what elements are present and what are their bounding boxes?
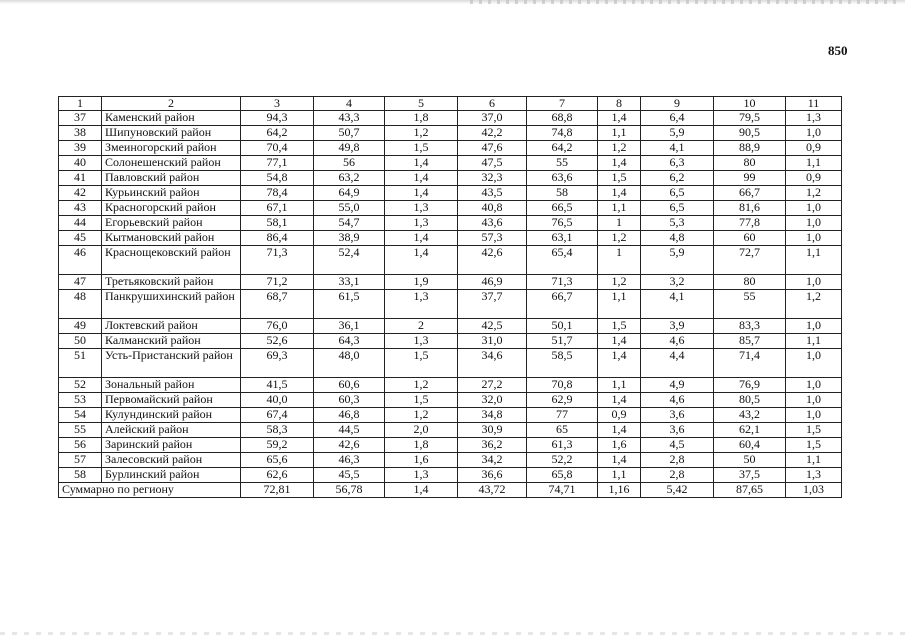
value-cell: 1,5 xyxy=(786,423,842,438)
value-cell: 65,4 xyxy=(527,246,598,275)
value-cell: 54,8 xyxy=(241,171,314,186)
value-cell: 2 xyxy=(385,319,458,334)
value-cell: 60 xyxy=(714,231,786,246)
value-cell: 30,9 xyxy=(458,423,527,438)
district-name-cell: Бурлинский район xyxy=(102,468,241,483)
district-name-cell: Усть-Пристанский район xyxy=(102,349,241,378)
value-cell: 90,5 xyxy=(714,126,786,141)
row-number-cell: 52 xyxy=(59,378,102,393)
value-cell: 1,4 xyxy=(598,334,641,349)
value-cell: 4,1 xyxy=(641,290,714,319)
value-cell: 85,7 xyxy=(714,334,786,349)
table-row xyxy=(59,378,842,393)
value-cell: 41,5 xyxy=(241,378,314,393)
value-cell: 40,0 xyxy=(241,393,314,408)
value-cell: 64,2 xyxy=(527,141,598,156)
district-name-cell: Алейский район xyxy=(102,423,241,438)
value-cell: 33,1 xyxy=(314,275,385,290)
header-cell: 4 xyxy=(314,97,385,111)
table-row xyxy=(59,171,842,186)
value-cell: 1,3 xyxy=(786,111,842,126)
total-value-cell: 87,65 xyxy=(714,483,786,498)
value-cell: 78,4 xyxy=(241,186,314,201)
value-cell: 76,0 xyxy=(241,319,314,334)
value-cell: 61,3 xyxy=(527,438,598,453)
value-cell: 47,6 xyxy=(458,141,527,156)
row-number-cell: 39 xyxy=(59,141,102,156)
value-cell: 64,9 xyxy=(314,186,385,201)
value-cell: 1,2 xyxy=(786,290,842,319)
row-number-cell: 41 xyxy=(59,171,102,186)
row-number-cell: 45 xyxy=(59,231,102,246)
value-cell: 1,6 xyxy=(598,438,641,453)
value-cell: 4,9 xyxy=(641,378,714,393)
value-cell: 50,7 xyxy=(314,126,385,141)
value-cell: 6,2 xyxy=(641,171,714,186)
value-cell: 46,3 xyxy=(314,453,385,468)
value-cell: 49,8 xyxy=(314,141,385,156)
value-cell: 1,1 xyxy=(786,246,842,275)
value-cell: 68,8 xyxy=(527,111,598,126)
value-cell: 3,6 xyxy=(641,423,714,438)
district-name-cell: Краснощековский район xyxy=(102,246,241,275)
row-number-cell: 43 xyxy=(59,201,102,216)
value-cell: 62,6 xyxy=(241,468,314,483)
total-row xyxy=(59,483,842,498)
district-name-cell: Панкрушихинский район xyxy=(102,290,241,319)
value-cell: 1,0 xyxy=(786,275,842,290)
value-cell: 27,2 xyxy=(458,378,527,393)
value-cell: 70,8 xyxy=(527,378,598,393)
value-cell: 4,4 xyxy=(641,349,714,378)
value-cell: 6,3 xyxy=(641,156,714,171)
table-row xyxy=(59,334,842,349)
value-cell: 52,4 xyxy=(314,246,385,275)
value-cell: 66,5 xyxy=(527,201,598,216)
scan-top-artifact xyxy=(470,0,900,4)
scan-bottom-artifact xyxy=(0,632,905,635)
value-cell: 62,1 xyxy=(714,423,786,438)
value-cell: 1,4 xyxy=(598,156,641,171)
value-cell: 86,4 xyxy=(241,231,314,246)
value-cell: 47,5 xyxy=(458,156,527,171)
value-cell: 76,9 xyxy=(714,378,786,393)
value-cell: 37,7 xyxy=(458,290,527,319)
value-cell: 1,6 xyxy=(385,453,458,468)
value-cell: 64,3 xyxy=(314,334,385,349)
value-cell: 1,9 xyxy=(385,275,458,290)
header-cell: 10 xyxy=(714,97,786,111)
value-cell: 1,3 xyxy=(385,216,458,231)
value-cell: 1,1 xyxy=(786,453,842,468)
value-cell: 1,1 xyxy=(598,468,641,483)
district-name-cell: Шипуновский район xyxy=(102,126,241,141)
value-cell: 1,1 xyxy=(598,378,641,393)
value-cell: 63,6 xyxy=(527,171,598,186)
value-cell: 1,4 xyxy=(598,453,641,468)
value-cell: 42,6 xyxy=(458,246,527,275)
table-row xyxy=(59,275,842,290)
value-cell: 1,4 xyxy=(598,186,641,201)
value-cell: 52,2 xyxy=(527,453,598,468)
value-cell: 43,2 xyxy=(714,408,786,423)
row-number-cell: 47 xyxy=(59,275,102,290)
value-cell: 63,2 xyxy=(314,171,385,186)
value-cell: 60,3 xyxy=(314,393,385,408)
value-cell: 42,2 xyxy=(458,126,527,141)
table-row xyxy=(59,111,842,126)
value-cell: 43,5 xyxy=(458,186,527,201)
value-cell: 36,6 xyxy=(458,468,527,483)
value-cell: 1,2 xyxy=(598,275,641,290)
value-cell: 94,3 xyxy=(241,111,314,126)
row-number-cell: 37 xyxy=(59,111,102,126)
total-value-cell: 56,78 xyxy=(314,483,385,498)
value-cell: 56 xyxy=(314,156,385,171)
value-cell: 4,8 xyxy=(641,231,714,246)
value-cell: 57,3 xyxy=(458,231,527,246)
value-cell: 1,2 xyxy=(786,186,842,201)
value-cell: 36,2 xyxy=(458,438,527,453)
table-row xyxy=(59,126,842,141)
value-cell: 3,9 xyxy=(641,319,714,334)
row-number-cell: 38 xyxy=(59,126,102,141)
value-cell: 1,4 xyxy=(385,171,458,186)
value-cell: 76,5 xyxy=(527,216,598,231)
value-cell: 34,8 xyxy=(458,408,527,423)
value-cell: 1,5 xyxy=(385,349,458,378)
value-cell: 1,0 xyxy=(786,216,842,231)
value-cell: 68,7 xyxy=(241,290,314,319)
value-cell: 1,4 xyxy=(385,231,458,246)
value-cell: 77,1 xyxy=(241,156,314,171)
value-cell: 43,6 xyxy=(458,216,527,231)
value-cell: 3,6 xyxy=(641,408,714,423)
district-name-cell: Локтевский район xyxy=(102,319,241,334)
total-value-cell: 1,03 xyxy=(786,483,842,498)
district-name-cell: Кулундинский район xyxy=(102,408,241,423)
value-cell: 48,0 xyxy=(314,349,385,378)
total-value-cell: 43,72 xyxy=(458,483,527,498)
value-cell: 80 xyxy=(714,156,786,171)
total-value-cell: 1,4 xyxy=(385,483,458,498)
district-name-cell: Калманский район xyxy=(102,334,241,349)
value-cell: 55 xyxy=(527,156,598,171)
value-cell: 5,3 xyxy=(641,216,714,231)
value-cell: 1,3 xyxy=(385,201,458,216)
value-cell: 65 xyxy=(527,423,598,438)
value-cell: 1,1 xyxy=(598,290,641,319)
value-cell: 81,6 xyxy=(714,201,786,216)
value-cell: 1,5 xyxy=(598,319,641,334)
value-cell: 1,1 xyxy=(598,201,641,216)
row-number-cell: 58 xyxy=(59,468,102,483)
table-row xyxy=(59,319,842,334)
row-number-cell: 46 xyxy=(59,246,102,275)
value-cell: 54,7 xyxy=(314,216,385,231)
value-cell: 1,0 xyxy=(786,126,842,141)
total-value-cell: 5,42 xyxy=(641,483,714,498)
row-number-cell: 57 xyxy=(59,453,102,468)
value-cell: 4,6 xyxy=(641,393,714,408)
row-number-cell: 44 xyxy=(59,216,102,231)
value-cell: 72,7 xyxy=(714,246,786,275)
table-row xyxy=(59,393,842,408)
value-cell: 66,7 xyxy=(527,290,598,319)
table-row xyxy=(59,349,842,378)
value-cell: 42,5 xyxy=(458,319,527,334)
value-cell: 3,2 xyxy=(641,275,714,290)
value-cell: 1,3 xyxy=(385,290,458,319)
value-cell: 1,3 xyxy=(385,468,458,483)
header-cell: 11 xyxy=(786,97,842,111)
value-cell: 58 xyxy=(527,186,598,201)
value-cell: 6,4 xyxy=(641,111,714,126)
value-cell: 1,1 xyxy=(598,126,641,141)
district-name-cell: Зональный район xyxy=(102,378,241,393)
value-cell: 1,5 xyxy=(385,141,458,156)
value-cell: 62,9 xyxy=(527,393,598,408)
value-cell: 46,8 xyxy=(314,408,385,423)
row-number-cell: 56 xyxy=(59,438,102,453)
value-cell: 6,5 xyxy=(641,201,714,216)
value-cell: 32,0 xyxy=(458,393,527,408)
value-cell: 37,0 xyxy=(458,111,527,126)
header-cell: 5 xyxy=(385,97,458,111)
value-cell: 1,0 xyxy=(786,408,842,423)
value-cell: 1,2 xyxy=(385,408,458,423)
table-row xyxy=(59,246,842,275)
value-cell: 4,5 xyxy=(641,438,714,453)
district-name-cell: Заринский район xyxy=(102,438,241,453)
value-cell: 1,8 xyxy=(385,438,458,453)
value-cell: 2,0 xyxy=(385,423,458,438)
value-cell: 67,1 xyxy=(241,201,314,216)
value-cell: 38,9 xyxy=(314,231,385,246)
value-cell: 34,2 xyxy=(458,453,527,468)
value-cell: 1,0 xyxy=(786,393,842,408)
value-cell: 65,6 xyxy=(241,453,314,468)
table-body xyxy=(59,97,842,498)
header-cell: 6 xyxy=(458,97,527,111)
district-name-cell: Курьинский район xyxy=(102,186,241,201)
value-cell: 71,3 xyxy=(527,275,598,290)
value-cell: 37,5 xyxy=(714,468,786,483)
value-cell: 36,1 xyxy=(314,319,385,334)
value-cell: 65,8 xyxy=(527,468,598,483)
data-table xyxy=(58,96,842,498)
value-cell: 69,3 xyxy=(241,349,314,378)
value-cell: 1,0 xyxy=(786,378,842,393)
value-cell: 44,5 xyxy=(314,423,385,438)
row-number-cell: 42 xyxy=(59,186,102,201)
value-cell: 80 xyxy=(714,275,786,290)
table-row xyxy=(59,216,842,231)
value-cell: 1,3 xyxy=(786,468,842,483)
value-cell: 1,1 xyxy=(786,156,842,171)
value-cell: 1,0 xyxy=(786,319,842,334)
header-cell: 9 xyxy=(641,97,714,111)
value-cell: 99 xyxy=(714,171,786,186)
value-cell: 4,1 xyxy=(641,141,714,156)
value-cell: 1,0 xyxy=(786,201,842,216)
table-row xyxy=(59,141,842,156)
header-cell: 2 xyxy=(102,97,241,111)
value-cell: 2,8 xyxy=(641,468,714,483)
value-cell: 43,3 xyxy=(314,111,385,126)
value-cell: 71,2 xyxy=(241,275,314,290)
header-cell: 8 xyxy=(598,97,641,111)
row-number-cell: 51 xyxy=(59,349,102,378)
value-cell: 0,9 xyxy=(786,141,842,156)
value-cell: 1,4 xyxy=(598,111,641,126)
value-cell: 2,8 xyxy=(641,453,714,468)
header-row xyxy=(59,97,842,111)
row-number-cell: 55 xyxy=(59,423,102,438)
district-name-cell: Залесовский район xyxy=(102,453,241,468)
district-name-cell: Змеиногорский район xyxy=(102,141,241,156)
value-cell: 1,3 xyxy=(385,334,458,349)
value-cell: 61,5 xyxy=(314,290,385,319)
district-name-cell: Солонешенский район xyxy=(102,156,241,171)
value-cell: 31,0 xyxy=(458,334,527,349)
table-row xyxy=(59,290,842,319)
value-cell: 1,5 xyxy=(786,438,842,453)
value-cell: 58,3 xyxy=(241,423,314,438)
value-cell: 45,5 xyxy=(314,468,385,483)
value-cell: 4,6 xyxy=(641,334,714,349)
row-number-cell: 53 xyxy=(59,393,102,408)
value-cell: 77,8 xyxy=(714,216,786,231)
value-cell: 58,1 xyxy=(241,216,314,231)
district-name-cell: Третьяковский район xyxy=(102,275,241,290)
value-cell: 1,2 xyxy=(598,141,641,156)
value-cell: 1,0 xyxy=(786,349,842,378)
table-row xyxy=(59,231,842,246)
total-value-cell: 72,81 xyxy=(241,483,314,498)
value-cell: 77 xyxy=(527,408,598,423)
value-cell: 1,4 xyxy=(598,393,641,408)
table-row xyxy=(59,453,842,468)
value-cell: 5,9 xyxy=(641,246,714,275)
value-cell: 1 xyxy=(598,246,641,275)
value-cell: 1,0 xyxy=(786,231,842,246)
page-number: 850 xyxy=(828,43,848,58)
row-number-cell: 50 xyxy=(59,334,102,349)
value-cell: 1,8 xyxy=(385,111,458,126)
district-name-cell: Егорьевский район xyxy=(102,216,241,231)
district-name-cell: Павловский район xyxy=(102,171,241,186)
value-cell: 55,0 xyxy=(314,201,385,216)
total-value-cell: 74,71 xyxy=(527,483,598,498)
table-row xyxy=(59,438,842,453)
value-cell: 34,6 xyxy=(458,349,527,378)
value-cell: 55 xyxy=(714,290,786,319)
value-cell: 79,5 xyxy=(714,111,786,126)
value-cell: 1,5 xyxy=(598,171,641,186)
value-cell: 70,4 xyxy=(241,141,314,156)
table-row xyxy=(59,408,842,423)
value-cell: 1,4 xyxy=(598,349,641,378)
total-value-cell: 1,16 xyxy=(598,483,641,498)
value-cell: 88,9 xyxy=(714,141,786,156)
value-cell: 66,7 xyxy=(714,186,786,201)
value-cell: 60,4 xyxy=(714,438,786,453)
header-cell: 3 xyxy=(241,97,314,111)
value-cell: 71,3 xyxy=(241,246,314,275)
value-cell: 1,1 xyxy=(786,334,842,349)
value-cell: 67,4 xyxy=(241,408,314,423)
value-cell: 52,6 xyxy=(241,334,314,349)
value-cell: 42,6 xyxy=(314,438,385,453)
district-name-cell: Красногорский район xyxy=(102,201,241,216)
district-name-cell: Каменский район xyxy=(102,111,241,126)
table-row xyxy=(59,468,842,483)
value-cell: 1 xyxy=(598,216,641,231)
header-cell: 1 xyxy=(59,97,102,111)
value-cell: 32,3 xyxy=(458,171,527,186)
value-cell: 50,1 xyxy=(527,319,598,334)
value-cell: 1,2 xyxy=(598,231,641,246)
value-cell: 1,2 xyxy=(385,126,458,141)
row-number-cell: 49 xyxy=(59,319,102,334)
value-cell: 1,4 xyxy=(385,186,458,201)
value-cell: 1,4 xyxy=(598,423,641,438)
value-cell: 74,8 xyxy=(527,126,598,141)
value-cell: 83,3 xyxy=(714,319,786,334)
value-cell: 1,4 xyxy=(385,156,458,171)
table-row xyxy=(59,423,842,438)
value-cell: 40,8 xyxy=(458,201,527,216)
row-number-cell: 54 xyxy=(59,408,102,423)
value-cell: 50 xyxy=(714,453,786,468)
value-cell: 58,5 xyxy=(527,349,598,378)
value-cell: 5,9 xyxy=(641,126,714,141)
value-cell: 71,4 xyxy=(714,349,786,378)
value-cell: 0,9 xyxy=(786,171,842,186)
value-cell: 80,5 xyxy=(714,393,786,408)
value-cell: 1,2 xyxy=(385,378,458,393)
value-cell: 0,9 xyxy=(598,408,641,423)
value-cell: 64,2 xyxy=(241,126,314,141)
value-cell: 59,2 xyxy=(241,438,314,453)
district-name-cell: Кытмановский район xyxy=(102,231,241,246)
row-number-cell: 40 xyxy=(59,156,102,171)
value-cell: 46,9 xyxy=(458,275,527,290)
table-row xyxy=(59,186,842,201)
value-cell: 63,1 xyxy=(527,231,598,246)
value-cell: 1,4 xyxy=(385,246,458,275)
header-cell: 7 xyxy=(527,97,598,111)
district-name-cell: Первомайский район xyxy=(102,393,241,408)
row-number-cell: 48 xyxy=(59,290,102,319)
value-cell: 6,5 xyxy=(641,186,714,201)
table-row xyxy=(59,201,842,216)
value-cell: 1,5 xyxy=(385,393,458,408)
value-cell: 60,6 xyxy=(314,378,385,393)
value-cell: 51,7 xyxy=(527,334,598,349)
table-row xyxy=(59,156,842,171)
total-label-cell: Суммарно по региону xyxy=(59,483,241,498)
